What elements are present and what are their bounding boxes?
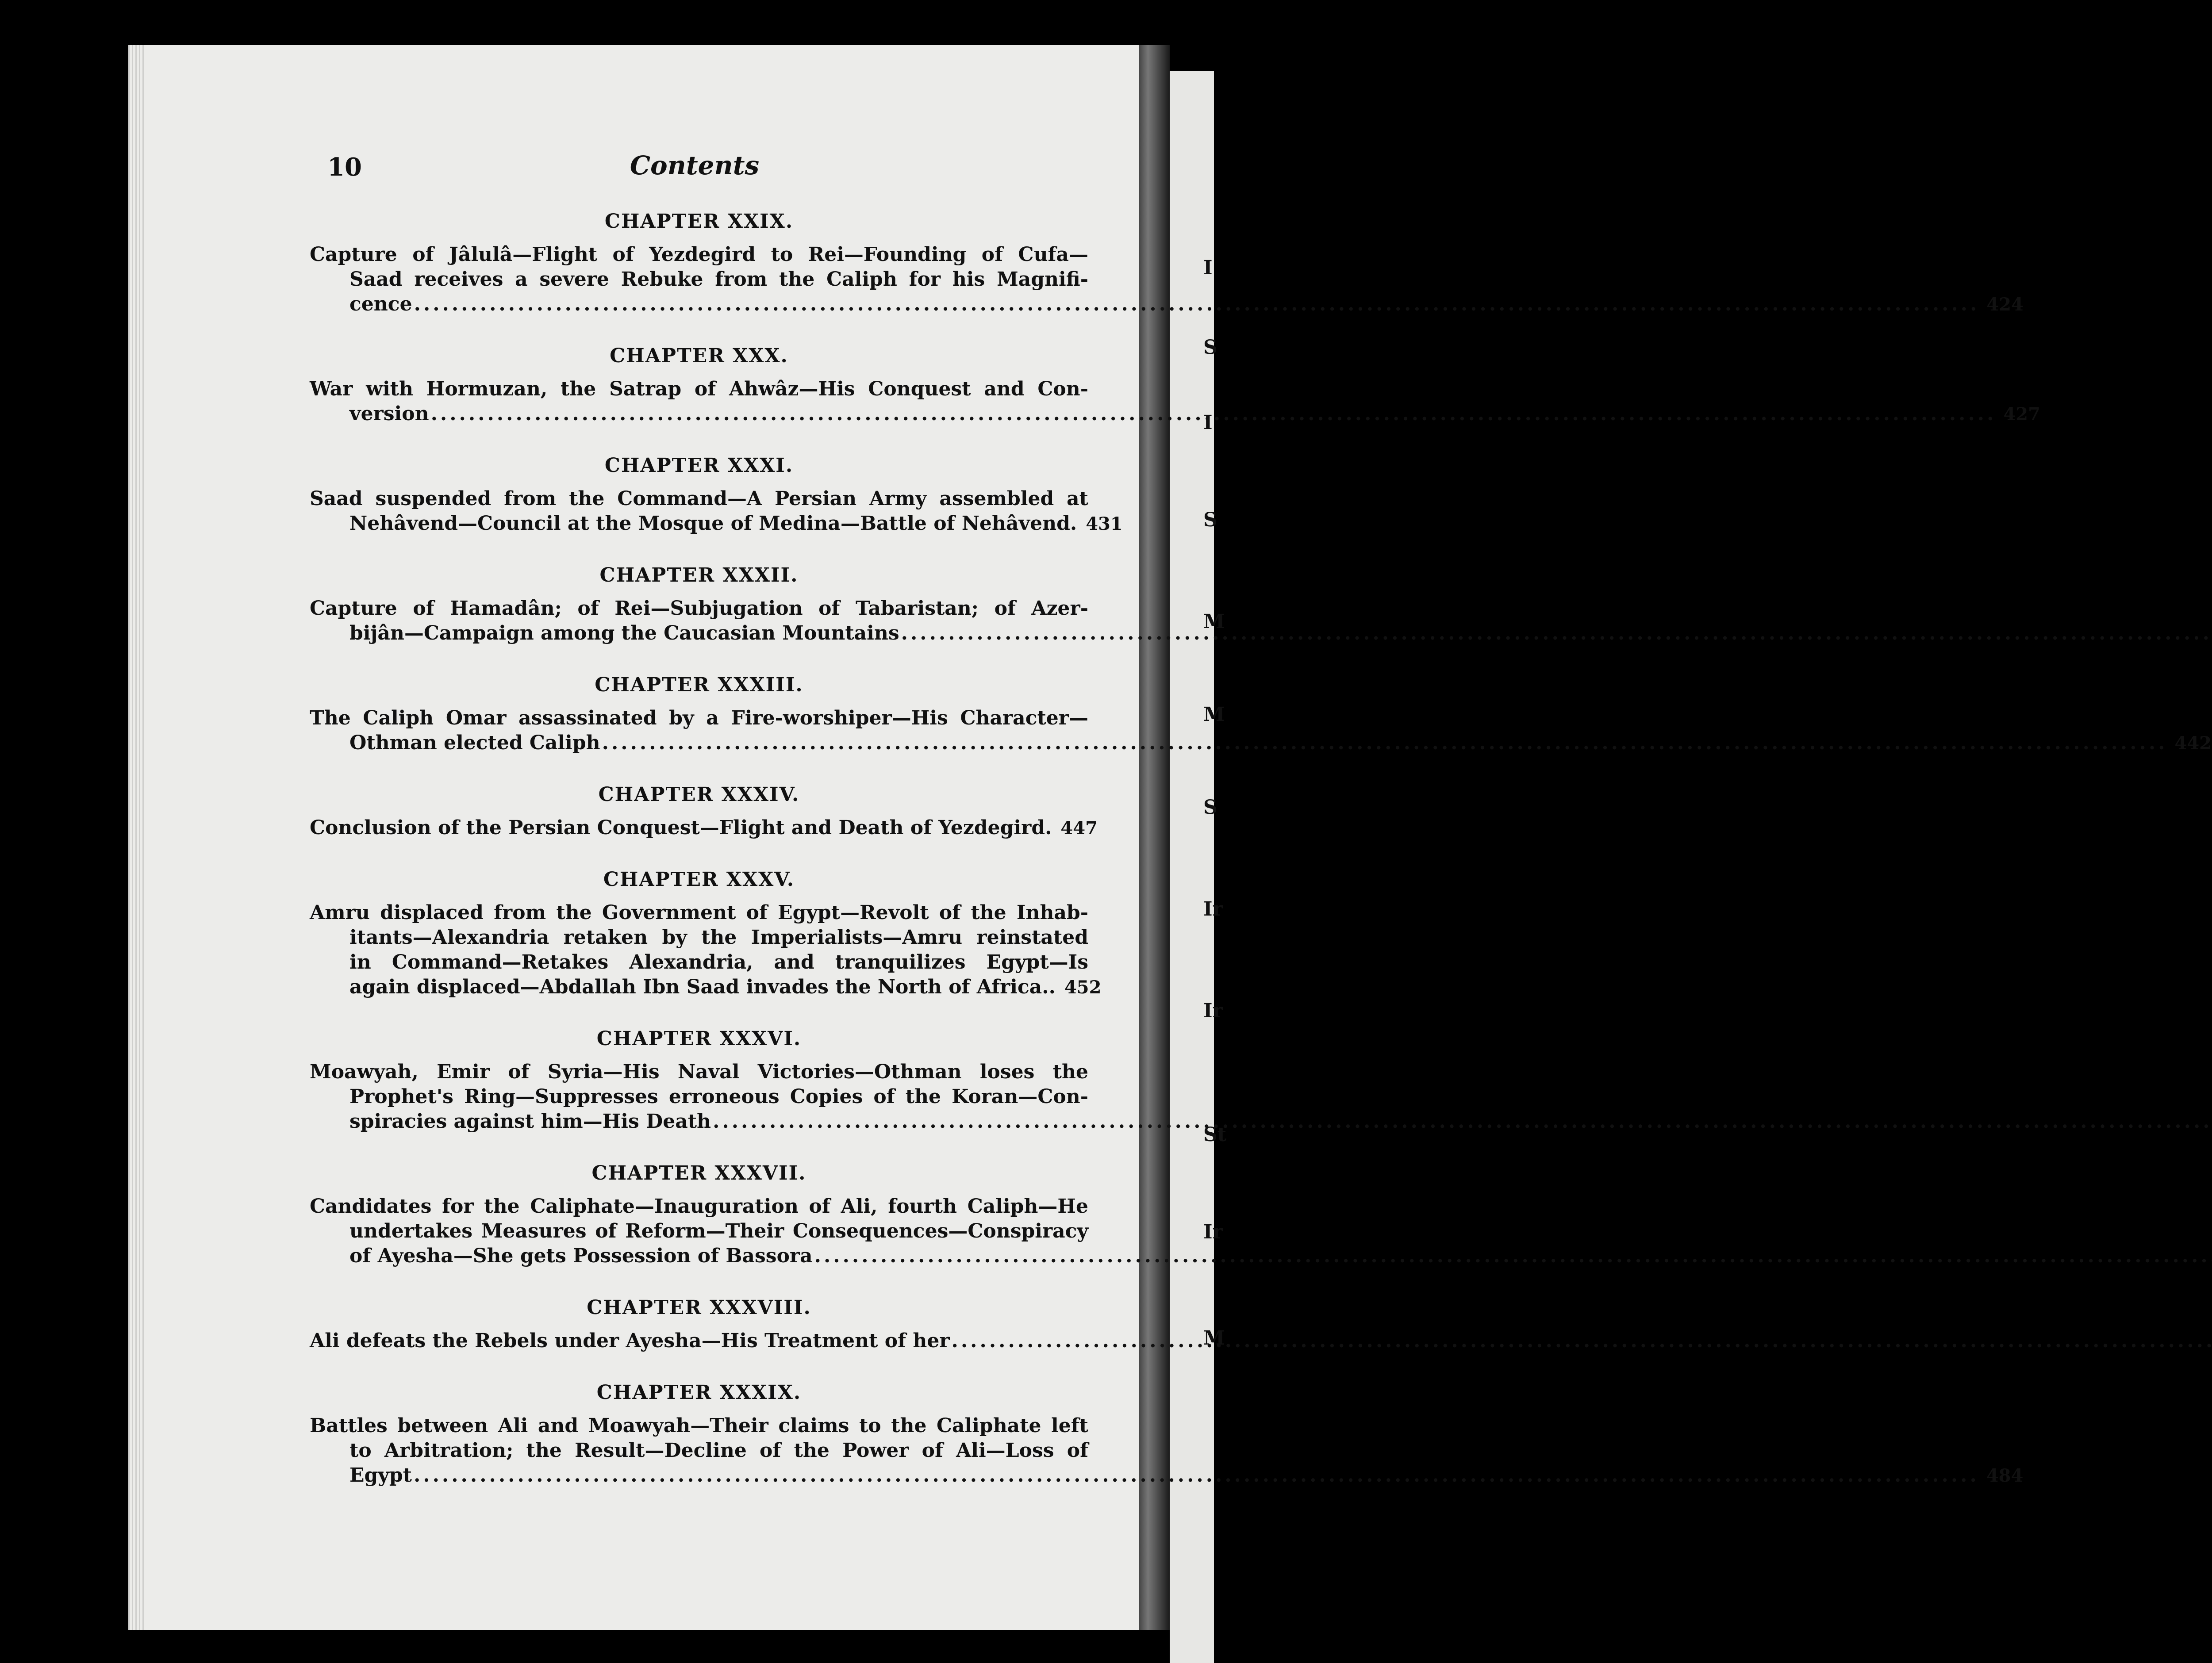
facing-page-letter: I <box>1203 411 1213 434</box>
entry-last-line <box>310 975 1102 1000</box>
toc-entry <box>310 564 1088 646</box>
facing-page-letter: M <box>1203 1327 1225 1349</box>
entry-line: Othman elected Caliph <box>349 732 600 754</box>
entry-last-line <box>310 511 1123 536</box>
entry-line: bijân—Campaign among the Caucasian Mountains <box>349 622 899 644</box>
chapter-heading: CHAPTER XXXVIII. <box>587 1296 811 1319</box>
facing-page-letter: I <box>1203 257 1213 279</box>
toc-page-number: 447 <box>1060 818 1098 839</box>
dot-leader <box>414 1463 1979 1488</box>
entry-line: cence <box>349 293 412 315</box>
entry-line: undertakes Measures of Reform—Their Consequences—Conspiracy <box>349 1220 1088 1242</box>
entry-last-line <box>310 816 1098 841</box>
entry-line: Capture of Hamadân; of Rei—Subjugation of Tabaristan; of Azer- <box>310 597 1088 620</box>
entry-last-line <box>310 1244 1088 1269</box>
chapter-heading: CHAPTER XXXVII. <box>591 1162 806 1184</box>
entry-line: to Arbitration; the Result—Decline of the Power of Ali—Loss of <box>349 1439 1088 1462</box>
chapter-heading: CHAPTER XXXII. <box>599 564 799 586</box>
chapter-heading: CHAPTER XXXV. <box>603 868 795 891</box>
running-head: Contents <box>630 150 760 180</box>
facing-page-letter: S <box>1203 336 1217 359</box>
dot-leader <box>814 1244 2212 1268</box>
entry-line: Amru displaced from the Government of Egypt—Revolt of the Inhab- <box>310 901 1088 924</box>
entry-line: Prophet's Ring—Suppresses erroneous Copies of the Koran—Con- <box>349 1085 1088 1108</box>
chapter-heading: CHAPTER XXXI. <box>604 454 794 477</box>
entry-line: Egypt <box>349 1464 412 1487</box>
toc-page-number: 442 <box>2174 733 2212 754</box>
entry-last-line <box>310 1329 1088 1354</box>
toc-entry <box>310 454 1123 536</box>
facing-page-letter: Ir <box>1203 898 1223 920</box>
toc-entry <box>310 1381 2024 1488</box>
dot-leader <box>952 1329 2212 1353</box>
dot-leader <box>713 1109 2212 1134</box>
toc-entry <box>310 345 2040 427</box>
dot-leader <box>431 402 1997 426</box>
page-gutter-shadow <box>1139 45 1170 1630</box>
chapter-heading: CHAPTER XXXVI. <box>596 1027 802 1050</box>
entry-line: Candidates for the Caliphate—Inauguration of Ali, fourth Caliph—He <box>310 1195 1088 1218</box>
chapter-heading: CHAPTER XXXIV. <box>598 783 800 806</box>
toc-entry <box>310 1162 1088 1269</box>
entry-line: War with Hormuzan, the Satrap of Ahwâz—His Conquest and Con- <box>310 378 1088 400</box>
facing-page-letter: St <box>1203 1123 1227 1146</box>
entry-line: Battles between Ali and Moawyah—Their claims to the Caliphate left <box>310 1414 1088 1437</box>
entry-line: Nehâvend—Council at the Mosque of Medina—Battle of Nehâvend. <box>349 512 1077 535</box>
toc-entry <box>310 868 1102 1000</box>
entry-last-line <box>310 1109 1088 1134</box>
entry-last-line <box>310 402 2040 427</box>
entry-line: Ali defeats the Rebels under Ayesha—His Treatment of her <box>310 1330 950 1352</box>
toc-entry <box>310 1027 1088 1134</box>
chapter-heading: CHAPTER XXIX. <box>604 210 794 233</box>
toc-entry <box>310 674 2212 756</box>
facing-page-letter: M <box>1203 703 1225 726</box>
toc-page-number: 431 <box>1086 513 1123 534</box>
dot-leader <box>602 731 2168 755</box>
entry-line: Moawyah, Emir of Syria—His Naval Victories—Othman loses the <box>310 1061 1088 1083</box>
toc-page-number: 427 <box>2003 404 2040 425</box>
chapter-heading: CHAPTER XXX. <box>610 345 788 367</box>
entry-last-line <box>310 292 2024 317</box>
facing-page-letter: S <box>1203 796 1217 819</box>
chapter-heading: CHAPTER XXXIII. <box>595 674 803 696</box>
entry-last-line <box>310 621 1088 646</box>
dot-leader <box>414 292 1980 317</box>
entry-last-line <box>310 731 2212 756</box>
dot-leader <box>901 621 2212 646</box>
facing-page-letter: S <box>1203 509 1217 531</box>
entry-line: Capture of Jâlulâ—Flight of Yezdegird to Rei—Founding of Cufa— <box>310 243 1088 266</box>
toc-entry <box>310 1296 1088 1354</box>
entry-line: Saad suspended from the Command—A Persian Army assembled at <box>310 487 1088 510</box>
entry-line: version <box>349 402 429 425</box>
facing-page-letter: M <box>1203 610 1225 633</box>
facing-page-letter: Ir <box>1203 1000 1223 1022</box>
toc-page-number: 484 <box>1986 1465 2024 1486</box>
entry-line: again displaced—Abdallah Ibn Saad invades the North of Africa.. <box>349 976 1056 998</box>
toc-entry <box>310 783 1098 841</box>
entry-line: in Command—Retakes Alexandria, and tranquilizes Egypt—Is <box>349 951 1088 973</box>
chapter-heading: CHAPTER XXXIX. <box>596 1381 802 1404</box>
page-number: 10 <box>327 153 362 182</box>
toc-entry <box>310 210 2024 317</box>
toc-page-number: 452 <box>1064 977 1102 998</box>
table-of-contents <box>310 210 2212 1516</box>
toc-page-number: 424 <box>1986 294 2024 315</box>
entry-line: Saad receives a severe Rebuke from the Caliph for his Magnifi- <box>349 268 1088 291</box>
entry-line: The Caliph Omar assassinated by a Fire-worshiper—His Character— <box>310 707 1088 729</box>
facing-page-letter: Ir <box>1203 1221 1223 1243</box>
entry-line: itants—Alexandria retaken by the Imperialists—Amru reinstated <box>349 926 1088 949</box>
entry-line: Conclusion of the Persian Conquest—Flight and Death of Yezdegird. <box>310 816 1052 839</box>
entry-last-line <box>310 1463 2024 1488</box>
entry-line: spiracies against him—His Death <box>349 1110 711 1133</box>
entry-line: of Ayesha—She gets Possession of Bassora <box>349 1245 813 1267</box>
page-edges <box>128 45 146 1630</box>
